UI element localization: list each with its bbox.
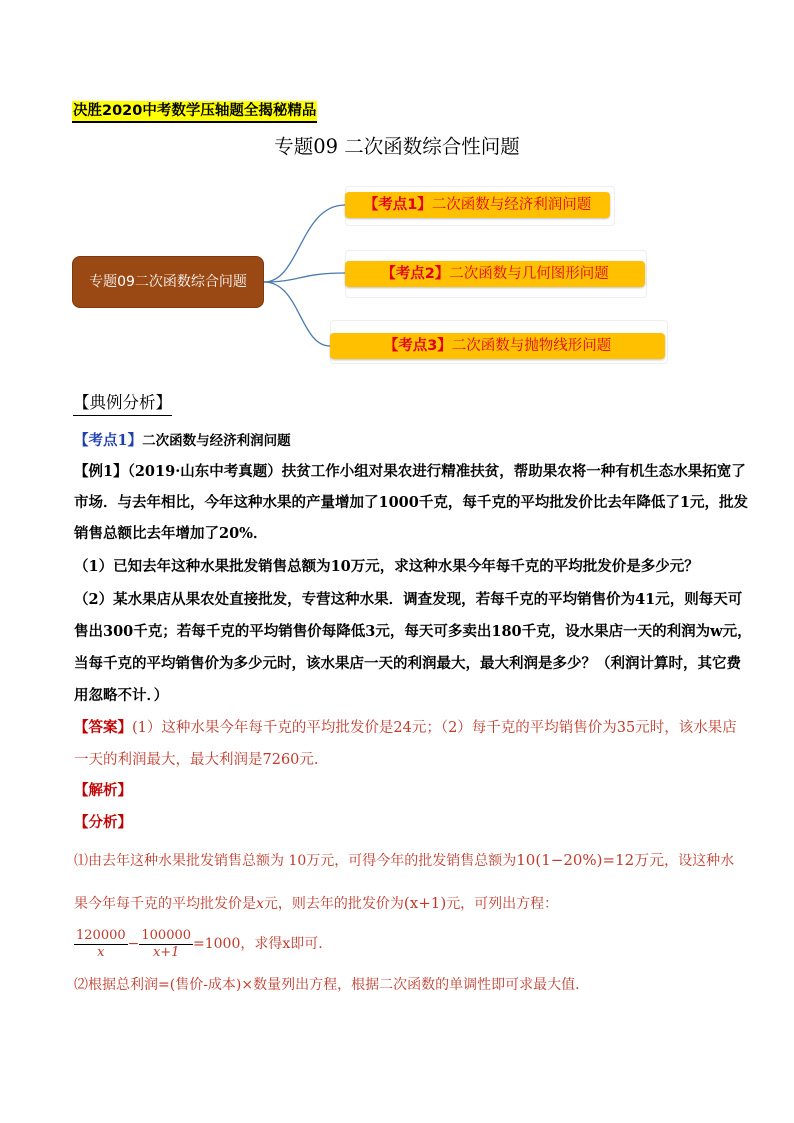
example-line-1: 【例1】（2019·山东中考真题）扶贫工作小组对果农进行精准扶贫，帮助果农将一种有机生态水果拓宽了 [74, 463, 746, 480]
analysis-line-1: ⑴由去年这种水果批发销售总额为 10万元，可得今年的批发销售总额为10(1−20%)=12万元，设这种水 [74, 851, 735, 869]
fenxi-label: 【分析】 [74, 814, 132, 831]
mindmap-node-1: 【考点1】二次函数与经济利润问题 [345, 192, 610, 218]
question-2-line-1: （2）某水果店从果农处直接批发，专营这种水果．调查发现，若每千克的平均销售价为41元，则每天可 [74, 591, 743, 608]
question-2-line-4: 用忽略不计．） [74, 687, 169, 704]
answer-line-2: 一天的利润最大，最大利润是7260元. [74, 752, 319, 768]
answer-line-1: 【答案】(1）这种水果今年每千克的平均批发价是24元；（2）每千克的平均销售价为35元时，该水果店 [74, 719, 737, 736]
connector-3 [264, 282, 330, 346]
analysis-line-4: ⑵根据总利润=(售价-成本)×数量列出方程，根据二次函数的单调性即可求最大值. [74, 977, 580, 993]
question-2-line-3: 当每千克的平均销售价为多少元时，该水果店一天的利润最大，最大利润是多少？（利润计算时，其它费 [74, 655, 741, 672]
analysis-line-2: 果今年每千克的平均批发价是x元，则去年的批发价为(x+1)元，可列出方程： [74, 894, 559, 912]
kaodian-heading: 【考点1】二次函数与经济利润问题 [74, 432, 291, 449]
connector-1 [264, 205, 345, 282]
collection-banner: 决胜2020中考数学压轴题全揭秘精品 [72, 101, 317, 123]
question-1: （1）已知去年这种水果批发销售总额为10万元，求这种水果今年每千克的平均批发价是多少元？ [74, 558, 699, 575]
connector-2 [264, 273, 345, 282]
example-line-2: 市场．与去年相比，今年这种水果的产量增加了1000千克，每千克的平均批发价比去年降低了1元，批发 [74, 494, 748, 511]
mindmap-node-2: 【考点2】二次函数与几何图形问题 [345, 261, 645, 287]
mindmap-root: 专题09二次函数综合问题 [72, 256, 264, 308]
mindmap-node-3: 【考点3】二次函数与抛物线形问题 [330, 333, 665, 359]
example-line-3: 销售总额比去年增加了20%． [74, 525, 268, 542]
analysis-equation: $\frac{120000}{x}$ − $\frac{100000}{x+1}$ =1000，求得x即可. [76, 927, 323, 960]
section-heading: 【典例分析】 [73, 392, 172, 416]
jiexi-label: 【解析】 [74, 782, 132, 799]
question-2-line-2: 售出300千克；若每千克的平均销售价每降低3元，每天可多卖出180千克，设水果店一天的利润为w元， [74, 623, 752, 640]
fraction-2: $\frac{100000}{x+1}$ [141, 927, 192, 960]
fraction-1: $\frac{120000}{x}$ [76, 927, 126, 960]
page-title: 专题09 二次函数综合性问题 [274, 135, 520, 158]
